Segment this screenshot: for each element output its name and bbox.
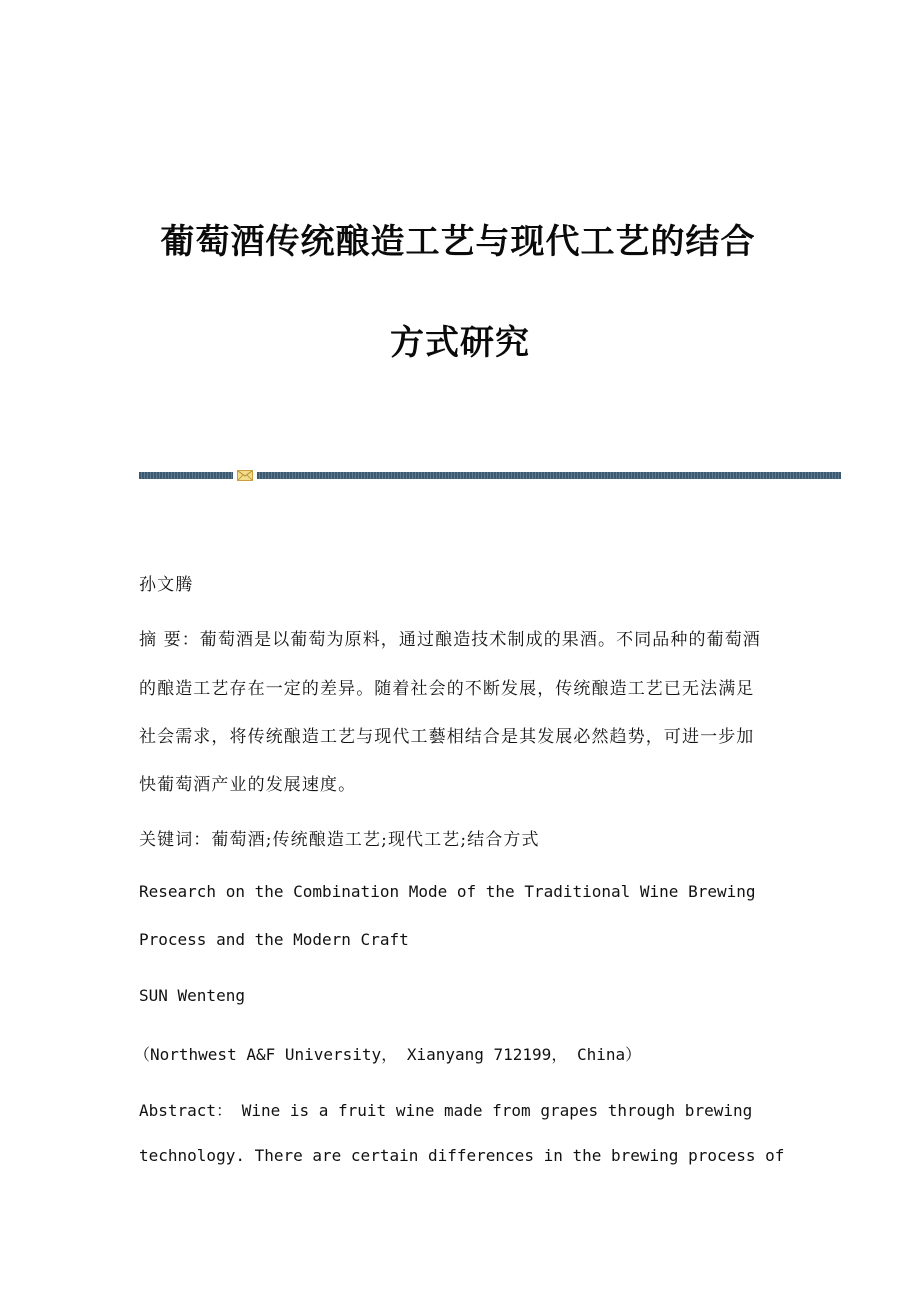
keywords-cn: 关键词：葡萄酒;传统酿造工艺;现代工艺;结合方式: [139, 830, 540, 850]
english-abstract-line-2: technology. There are certain differences in the brewing process of: [139, 1146, 785, 1165]
abstract-cn-line-4: 快葡萄酒产业的发展速度。: [139, 775, 357, 795]
english-title-line-2: Process and the Modern Craft: [139, 930, 409, 949]
author-name: 孙文腾: [139, 575, 194, 595]
abstract-cn-line-2: 的酿造工艺存在一定的差异。随着社会的不断发展，传统酿造工艺已无法满足: [139, 679, 755, 699]
english-author: SUN Wenteng: [139, 986, 245, 1005]
english-affiliation: （Northwest A&F University， Xianyang 712199， China）: [134, 1045, 642, 1064]
abstract-cn-line-3: 社会需求，将传统酿造工艺与现代工藝相结合是其发展必然趋势，可进一步加: [139, 727, 755, 747]
divider-bar-left: [139, 472, 233, 479]
english-title-line-1: Research on the Combination Mode of the Traditional Wine Brewing: [139, 882, 756, 901]
title-divider: [139, 470, 841, 480]
divider-bar-right: [257, 472, 841, 479]
envelope-ornament-icon: [237, 470, 253, 481]
page-title-line-1: 葡萄酒传统酿造工艺与现代工艺的结合: [160, 222, 756, 262]
abstract-cn-line-1: 摘 要：葡萄酒是以葡萄为原料，通过酿造技术制成的果酒。不同品种的葡萄酒: [139, 630, 761, 650]
page-title-line-2: 方式研究: [390, 323, 530, 363]
english-abstract-line-1: Abstract： Wine is a fruit wine made from grapes through brewing: [139, 1101, 753, 1120]
